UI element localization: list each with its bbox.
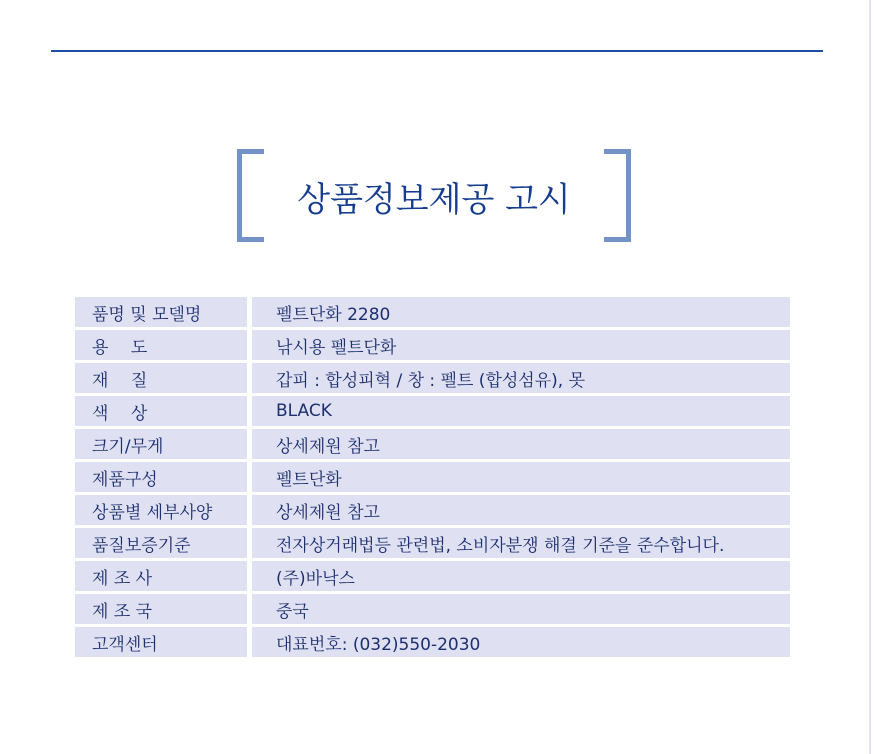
table-row bbox=[75, 297, 790, 327]
left-bracket bbox=[237, 149, 264, 242]
row-label: 제 조 국 bbox=[75, 594, 247, 624]
row-value: (주)바낙스 bbox=[252, 561, 790, 591]
row-label: 상품별 세부사양 bbox=[75, 495, 247, 525]
row-label: 품명 및 모델명 bbox=[75, 297, 247, 327]
product-info-table bbox=[75, 297, 790, 660]
row-label: 고객센터 bbox=[75, 627, 247, 657]
right-bracket bbox=[604, 149, 631, 242]
table-row bbox=[75, 561, 790, 591]
row-value: 펠트단화 bbox=[252, 462, 790, 492]
row-value: 낚시용 펠트단화 bbox=[252, 330, 790, 360]
row-value: 중국 bbox=[252, 594, 790, 624]
page-title: 상품정보제공 고시 bbox=[297, 179, 571, 220]
table-row bbox=[75, 528, 790, 558]
table-row bbox=[75, 429, 790, 459]
row-value: 전자상거래법등 관련법, 소비자분쟁 해결 기준을 준수합니다. bbox=[252, 528, 790, 558]
table-row bbox=[75, 396, 790, 426]
row-value: 상세제원 참고 bbox=[252, 495, 790, 525]
table-row bbox=[75, 330, 790, 360]
row-label: 품질보증기준 bbox=[75, 528, 247, 558]
row-label: 재 질 bbox=[75, 363, 247, 393]
row-value: 대표번호: (032)550-2030 bbox=[252, 627, 790, 657]
top-divider bbox=[51, 50, 823, 52]
row-value: 상세제원 참고 bbox=[252, 429, 790, 459]
table-row bbox=[75, 594, 790, 624]
row-label: 제품구성 bbox=[75, 462, 247, 492]
row-value: 펠트단화 2280 bbox=[252, 297, 790, 327]
table-row bbox=[75, 363, 790, 393]
row-label: 용 도 bbox=[75, 330, 247, 360]
row-value: 갑피 : 합성피혁 / 창 : 펠트 (합성섬유), 못 bbox=[252, 363, 790, 393]
row-value: BLACK bbox=[252, 396, 790, 426]
right-edge-bar bbox=[869, 0, 871, 754]
row-label: 제 조 사 bbox=[75, 561, 247, 591]
table-row bbox=[75, 462, 790, 492]
table-row bbox=[75, 627, 790, 657]
row-label: 크기/무게 bbox=[75, 429, 247, 459]
table-row bbox=[75, 495, 790, 525]
row-label: 색 상 bbox=[75, 396, 247, 426]
